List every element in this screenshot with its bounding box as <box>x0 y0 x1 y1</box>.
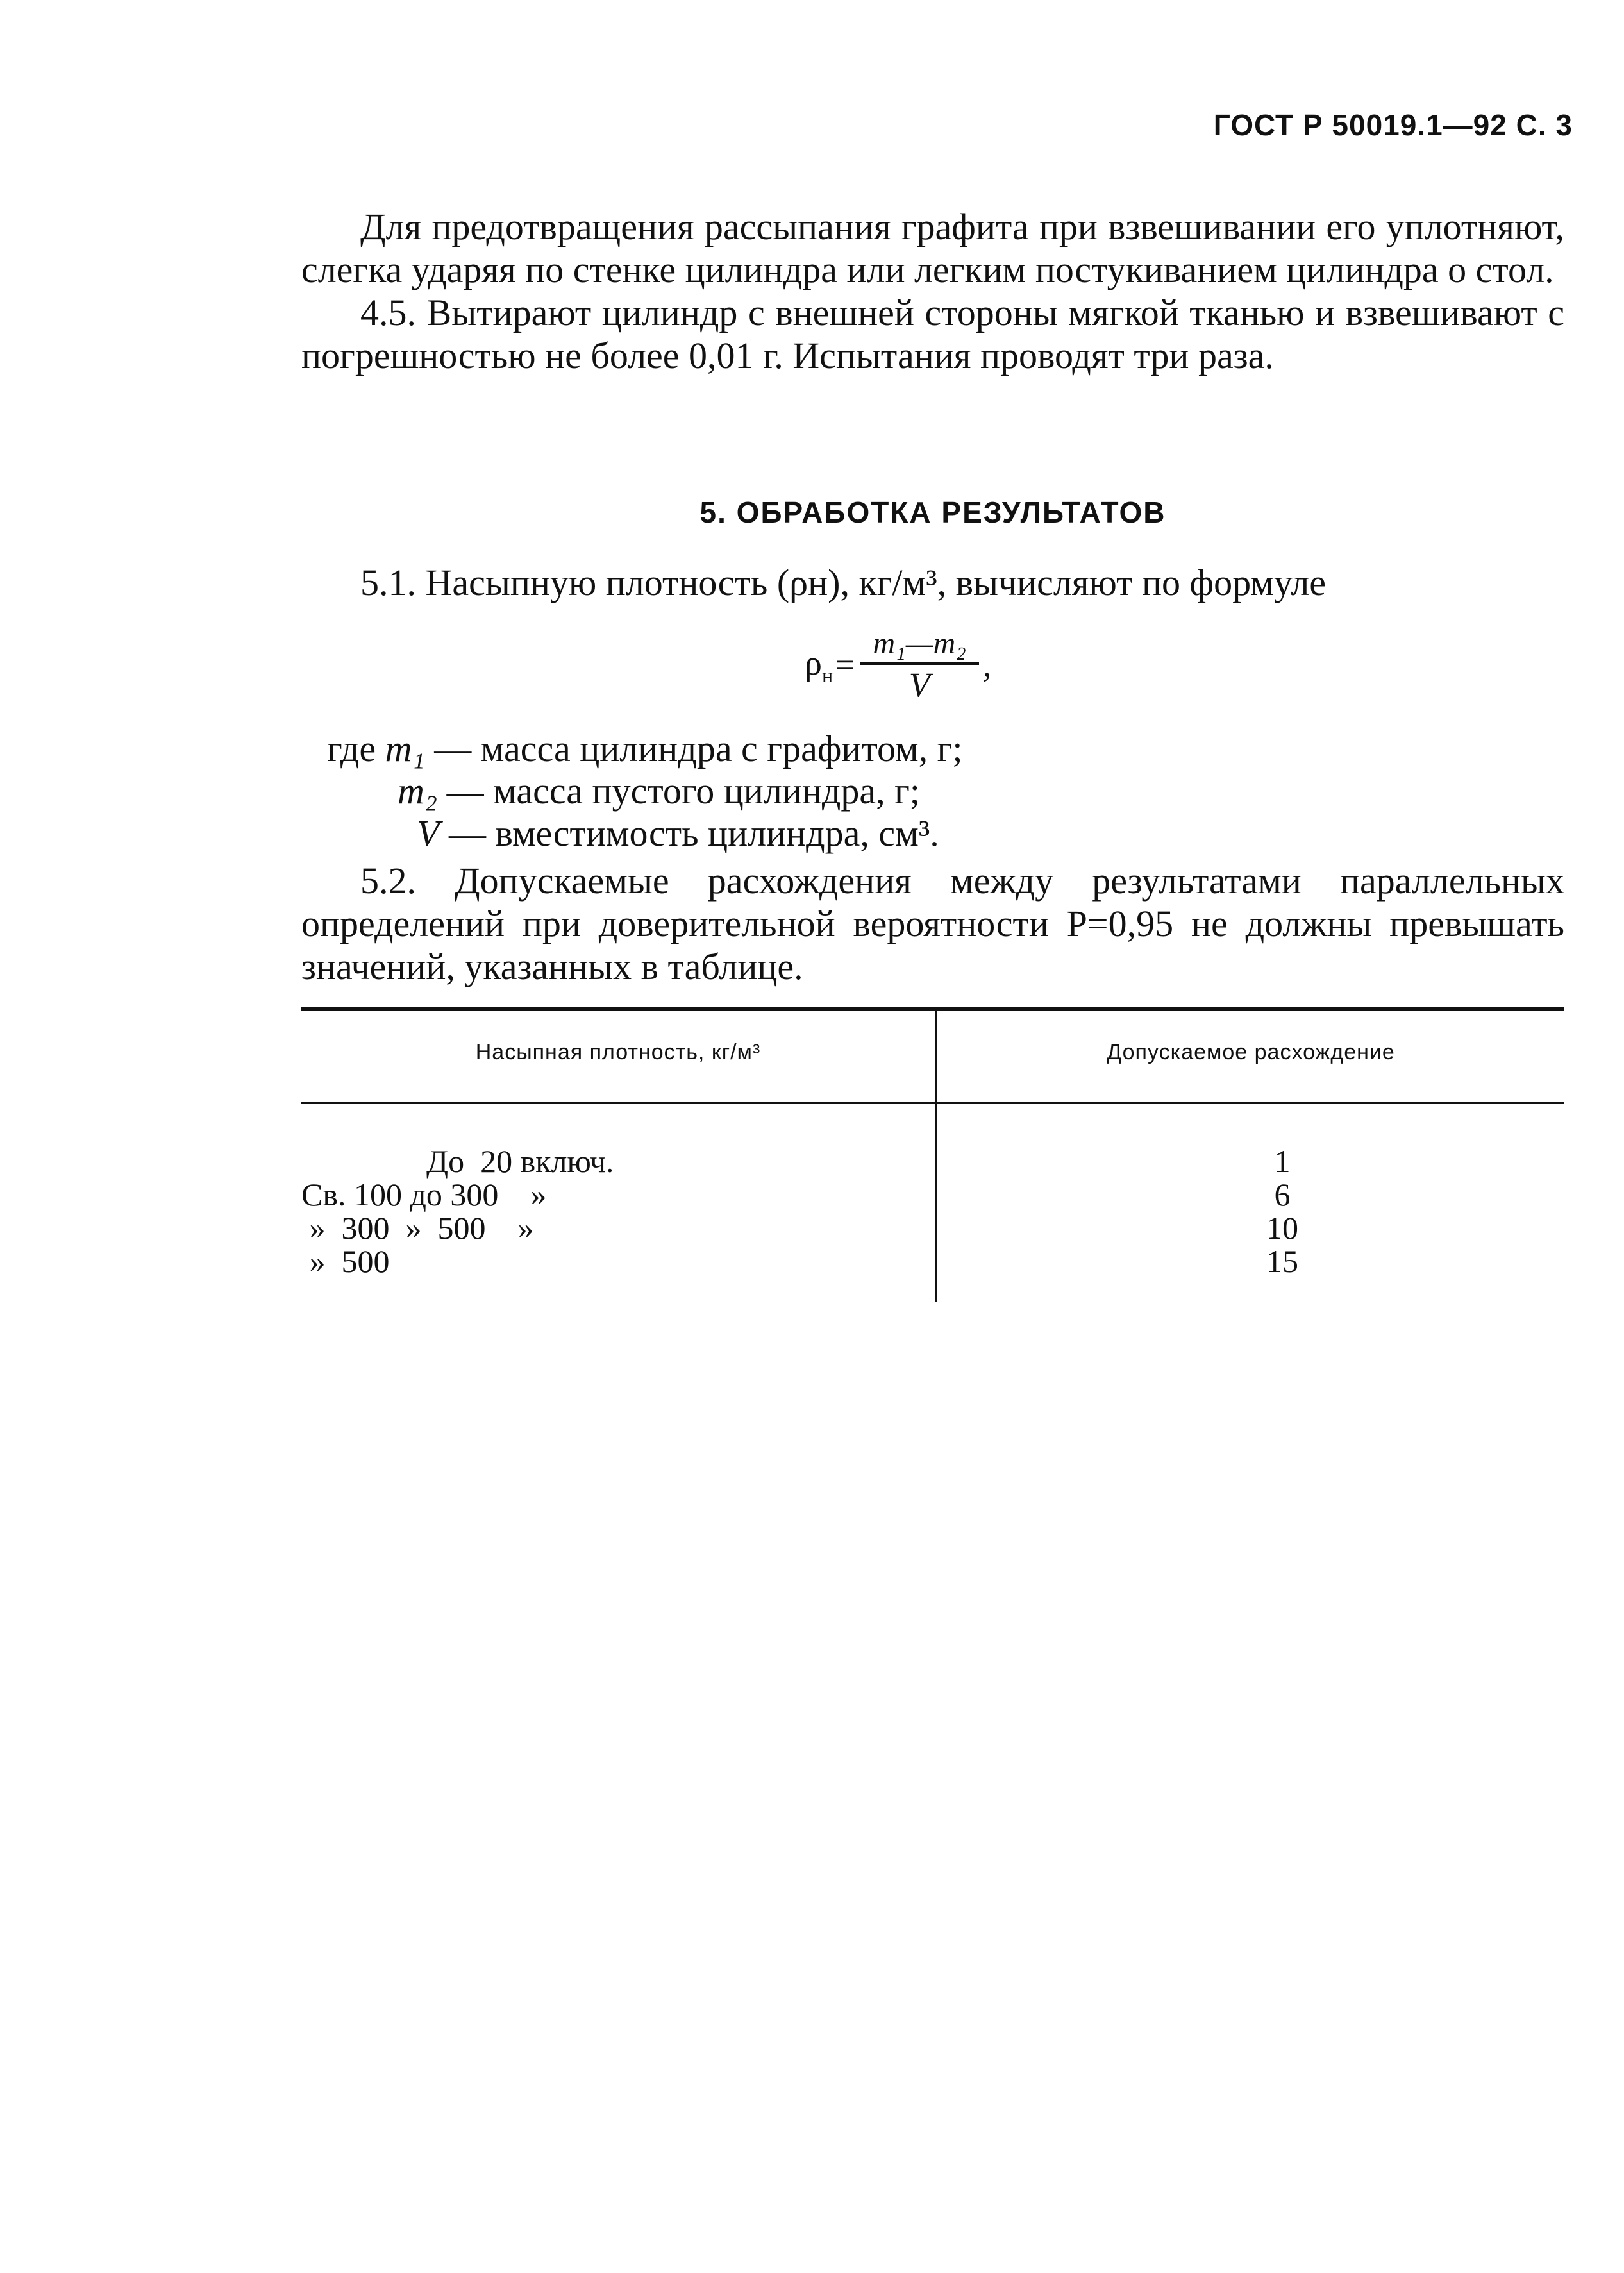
legend-row-m1: где m₁ — масса цилиндра с графитом, г; <box>327 728 963 769</box>
paragraph-5-1-block <box>301 561 1564 604</box>
paragraph-4-5: 4.5. Вытирают цилиндр с внешней стороны мягкой тканью и взвешивают с погрешностью не более 0,01 г. Испытания проводят три раза. <box>301 292 1564 376</box>
density-formula <box>805 625 991 705</box>
formula-fraction <box>860 625 979 705</box>
paragraph-text-block <box>301 205 1564 377</box>
formula-legend <box>327 728 963 855</box>
formula-numerator: m₁—m₂ <box>860 625 979 665</box>
table-header-tolerance: Допускаемое расхождение <box>1107 1040 1395 1064</box>
table-top-rule <box>301 1007 1564 1011</box>
legend-row-v: V — вместимость цилиндра, см³. <box>417 812 939 854</box>
paragraph-5-2: 5.2. Допускаемые расхождения между результатами параллельных определений при доверительной вероятности P=0,95 не должны превышать значений, указанных в таблице. <box>301 860 1564 987</box>
table-cell-density: » 500 <box>301 1243 390 1279</box>
table-cell-density: » 300 » 500 » <box>301 1210 534 1246</box>
table-cell-tolerance: 6 <box>1274 1177 1291 1212</box>
paragraph-5-1: 5.1. Насыпную плотность (ρн), кг/м³, вычисляют по формуле <box>360 562 1327 603</box>
paragraph-compaction: Для предотвращения рассыпания графита при взвешивании его уплотняют, слегка ударяя по стенке цилиндра или легким постукиванием цилиндра о стол. <box>301 206 1564 290</box>
page-header: ГОСТ Р 50019.1—92 С. 3 <box>1213 108 1573 142</box>
table-cell-density: Св. 100 до 300 » <box>301 1177 547 1212</box>
formula-lhs: $\rho_н$ <box>805 643 833 687</box>
formula-equals: = <box>833 646 857 684</box>
section-title: 5. ОБРАБОТКА РЕЗУЛЬТАТОВ <box>699 496 1166 529</box>
formula-denominator: V <box>908 666 930 704</box>
formula-trail: , <box>982 646 992 684</box>
table-header-rule <box>301 1102 1564 1104</box>
paragraph-5-2-block <box>301 859 1564 988</box>
table-cell-tolerance: 15 <box>1266 1243 1298 1279</box>
table-cell-density: До 20 включ. <box>426 1143 614 1179</box>
table-header-density: Насыпная плотность, кг/м³ <box>475 1040 761 1064</box>
table-cell-tolerance: 1 <box>1274 1143 1291 1179</box>
legend-row-m2: m₂ — масса пустого цилиндра, г; <box>398 770 921 812</box>
table-cell-tolerance: 10 <box>1266 1210 1298 1246</box>
